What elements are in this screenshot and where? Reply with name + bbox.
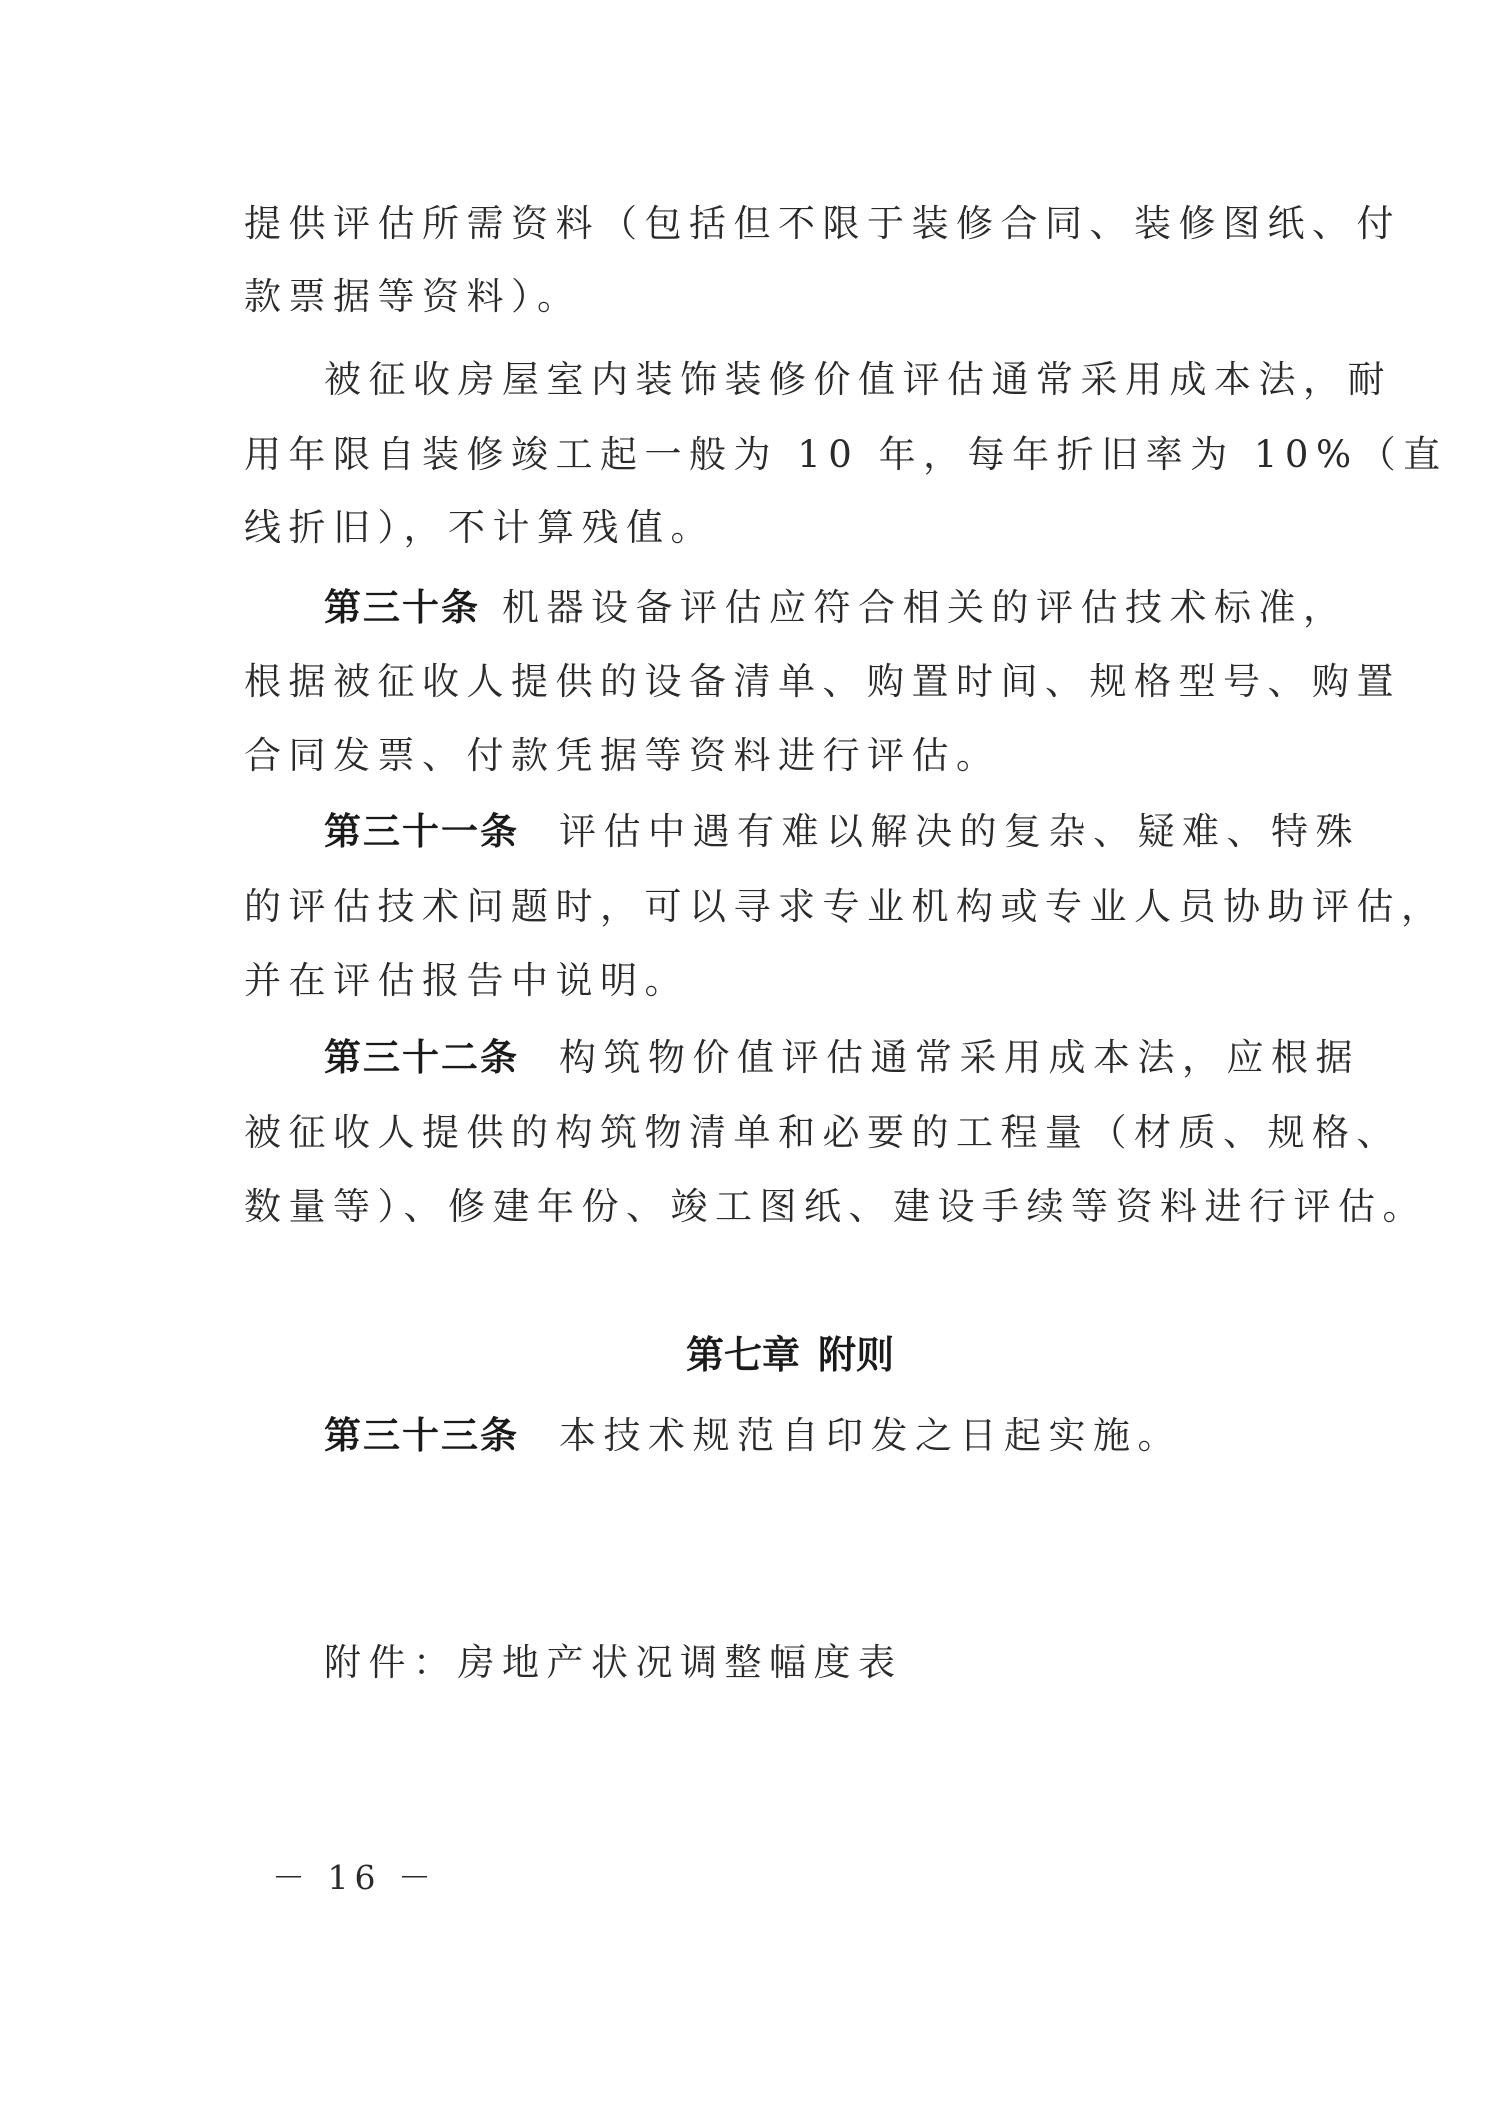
- article-text: 构筑物价值评估通常采用成本法，应根据: [559, 1036, 1360, 1079]
- article-text: 本技术规范自印发之日起实施。: [559, 1414, 1182, 1457]
- attachment-note: 附件：房地产状况调整幅度表: [324, 1641, 903, 1684]
- paragraph-line: 并在评估报告中说明。: [244, 959, 689, 1002]
- chapter-heading: [686, 1330, 894, 1380]
- paragraph-line: 的评估技术问题时，可以寻求专业机构或专业人员协助评估，: [244, 885, 1446, 928]
- paragraph-line: 被征收房屋室内装饰装修价值评估通常采用成本法，耐: [324, 358, 1392, 401]
- article-33-line: [324, 1411, 1182, 1461]
- paragraph-line: 提供评估所需资料（包括但不限于装修合同、装修图纸、付: [244, 202, 1401, 245]
- article-32-line: [324, 1033, 1360, 1083]
- article-label: 第三十一条: [324, 810, 519, 853]
- article-label: 第三十二条: [324, 1036, 519, 1079]
- article-label: 第三十三条: [324, 1414, 519, 1457]
- chapter-title: 附则: [818, 1333, 895, 1377]
- paragraph-line: 数量等）、修建年份、竣工图纸、建设手续等资料进行评估。: [244, 1185, 1427, 1228]
- paragraph-line: 被征收人提供的构筑物清单和必要的工程量（材质、规格、: [244, 1111, 1401, 1154]
- paragraph-line: 款票据等资料）。: [244, 275, 582, 318]
- paragraph-line: 线折旧），不计算残值。: [244, 506, 715, 549]
- article-label: 第三十条: [324, 586, 480, 629]
- paragraph-line: 用年限自装修竣工起一般为 10 年，每年折旧率为 10%（直: [244, 433, 1448, 476]
- article-text: 机器设备评估应符合相关的评估技术标准，: [502, 586, 1348, 629]
- paragraph-line: 合同发票、付款凭据等资料进行评估。: [244, 734, 1001, 777]
- page-number: － 16 －: [272, 1858, 437, 1897]
- article-31-line: [324, 807, 1360, 857]
- paragraph-line: 根据被征收人提供的设备清单、购置时间、规格型号、购置: [244, 660, 1401, 703]
- article-30-line: [324, 583, 1348, 633]
- article-text: 评估中遇有难以解决的复杂、疑难、特殊: [559, 810, 1360, 853]
- chapter-number: 第七章: [686, 1333, 801, 1377]
